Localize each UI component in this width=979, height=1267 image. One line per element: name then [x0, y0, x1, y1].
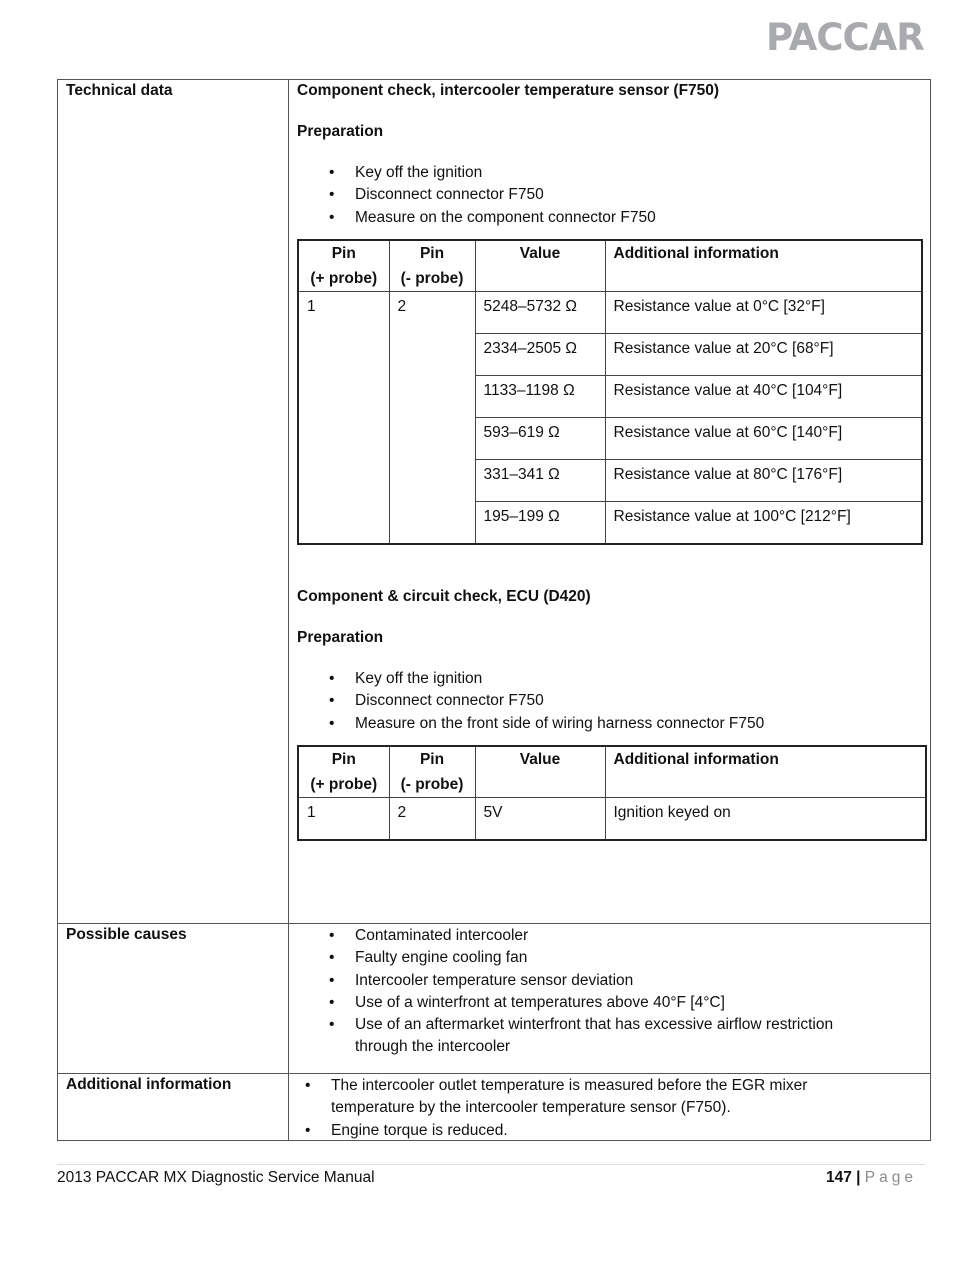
check2-measurement-table: [297, 745, 927, 841]
page-number: 147: [825, 1169, 852, 1186]
info-cell: Resistance value at 60°C [140°F]: [605, 418, 922, 460]
footer-title: 2013 PACCAR MX Diagnostic Service Manual: [57, 1169, 375, 1186]
footer-divider: [57, 1164, 925, 1165]
cause-item-continuation: through the intercooler: [355, 1038, 511, 1055]
value-cell: 331–341 Ω: [475, 460, 605, 502]
pin-minus-cell: 2: [389, 292, 475, 544]
header-pin-minus: Pin (- probe): [389, 240, 475, 292]
info-cell: Resistance value at 80°C [176°F]: [605, 460, 922, 502]
value-cell: 593–619 Ω: [475, 418, 605, 460]
additional-info-item: • The intercooler outlet temperature is measured before the EGR mixer: [331, 1075, 807, 1097]
info-cell: Resistance value at 100°C [212°F]: [605, 502, 922, 544]
bullet-icon: •: [305, 1122, 311, 1139]
bullet-icon: •: [329, 692, 335, 709]
additional-information-label: Additional information: [66, 1076, 232, 1093]
check1-step: • Disconnect connector F750: [355, 184, 544, 206]
info-cell: Resistance value at 40°C [104°F]: [605, 376, 922, 418]
page-number-block: [826, 1167, 917, 1189]
column-divider: [288, 80, 289, 1140]
info-cell: Resistance value at 20°C [68°F]: [605, 334, 922, 376]
check1-step: • Measure on the component connector F750: [355, 207, 656, 229]
check2-title: Component & circuit check, ECU (D420): [297, 588, 591, 605]
diagnostic-table: [57, 79, 931, 1141]
value-cell: 5V: [475, 798, 605, 840]
header-pin-plus: Pin (+ probe): [298, 746, 389, 798]
check1-step: • Key off the ignition: [355, 162, 482, 184]
check2-preparation-title: Preparation: [297, 629, 384, 646]
info-cell: Ignition keyed on: [605, 798, 926, 840]
table-row: [298, 292, 922, 334]
check1-preparation-title: Preparation: [297, 123, 384, 140]
bullet-icon: •: [329, 927, 335, 944]
page-separator: |: [856, 1169, 861, 1186]
bullet-icon: •: [305, 1077, 311, 1094]
bullet-icon: •: [329, 670, 335, 687]
pin-plus-cell: 1: [298, 798, 389, 840]
header-pin-minus: Pin (- probe): [389, 746, 475, 798]
cause-item: • Contaminated intercooler: [355, 925, 528, 947]
pin-minus-cell: 2: [389, 798, 475, 840]
bullet-icon: •: [329, 1016, 335, 1033]
value-cell: 195–199 Ω: [475, 502, 605, 544]
cause-item: • Intercooler temperature sensor deviation: [355, 970, 633, 992]
check1-title: Component check, intercooler temperature sensor (F750): [297, 82, 720, 99]
header-pin-plus: Pin (+ probe): [298, 240, 389, 292]
bullet-icon: •: [329, 164, 335, 181]
header-additional-info: Additional information: [605, 240, 922, 292]
check2-step: • Disconnect connector F750: [355, 690, 544, 712]
cause-item: • Use of a winterfront at temperatures above 40°F [4°C]: [355, 992, 725, 1014]
technical-data-label: Technical data: [66, 82, 173, 99]
info-cell: Resistance value at 0°C [32°F]: [605, 292, 922, 334]
header-value: Value: [475, 746, 605, 798]
value-cell: 5248–5732 Ω: [475, 292, 605, 334]
row-divider: [58, 923, 930, 924]
bullet-icon: •: [329, 994, 335, 1011]
check2-step: • Key off the ignition: [355, 668, 482, 690]
check2-step: • Measure on the front side of wiring harness connector F750: [355, 713, 764, 735]
page-label: Page: [864, 1169, 917, 1186]
header-value: Value: [475, 240, 605, 292]
additional-info-continuation: temperature by the intercooler temperature sensor (F750).: [331, 1099, 731, 1116]
table-header-row: [298, 240, 922, 292]
cause-item: • Faulty engine cooling fan: [355, 947, 527, 969]
table-row: [298, 798, 926, 840]
additional-info-item: • Engine torque is reduced.: [331, 1120, 508, 1142]
bullet-icon: •: [329, 209, 335, 226]
possible-causes-label: Possible causes: [66, 926, 187, 943]
value-cell: 1133–1198 Ω: [475, 376, 605, 418]
paccar-logo: PACCAR: [766, 16, 924, 59]
pin-plus-cell: 1: [298, 292, 389, 544]
bullet-icon: •: [329, 949, 335, 966]
cause-item: • Use of an aftermarket winterfront that has excessive airflow restriction: [355, 1014, 833, 1036]
value-cell: 2334–2505 Ω: [475, 334, 605, 376]
table-header-row: [298, 746, 926, 798]
bullet-icon: •: [329, 972, 335, 989]
header-additional-info: Additional information: [605, 746, 926, 798]
bullet-icon: •: [329, 186, 335, 203]
bullet-icon: •: [329, 715, 335, 732]
check1-measurement-table: [297, 239, 923, 545]
